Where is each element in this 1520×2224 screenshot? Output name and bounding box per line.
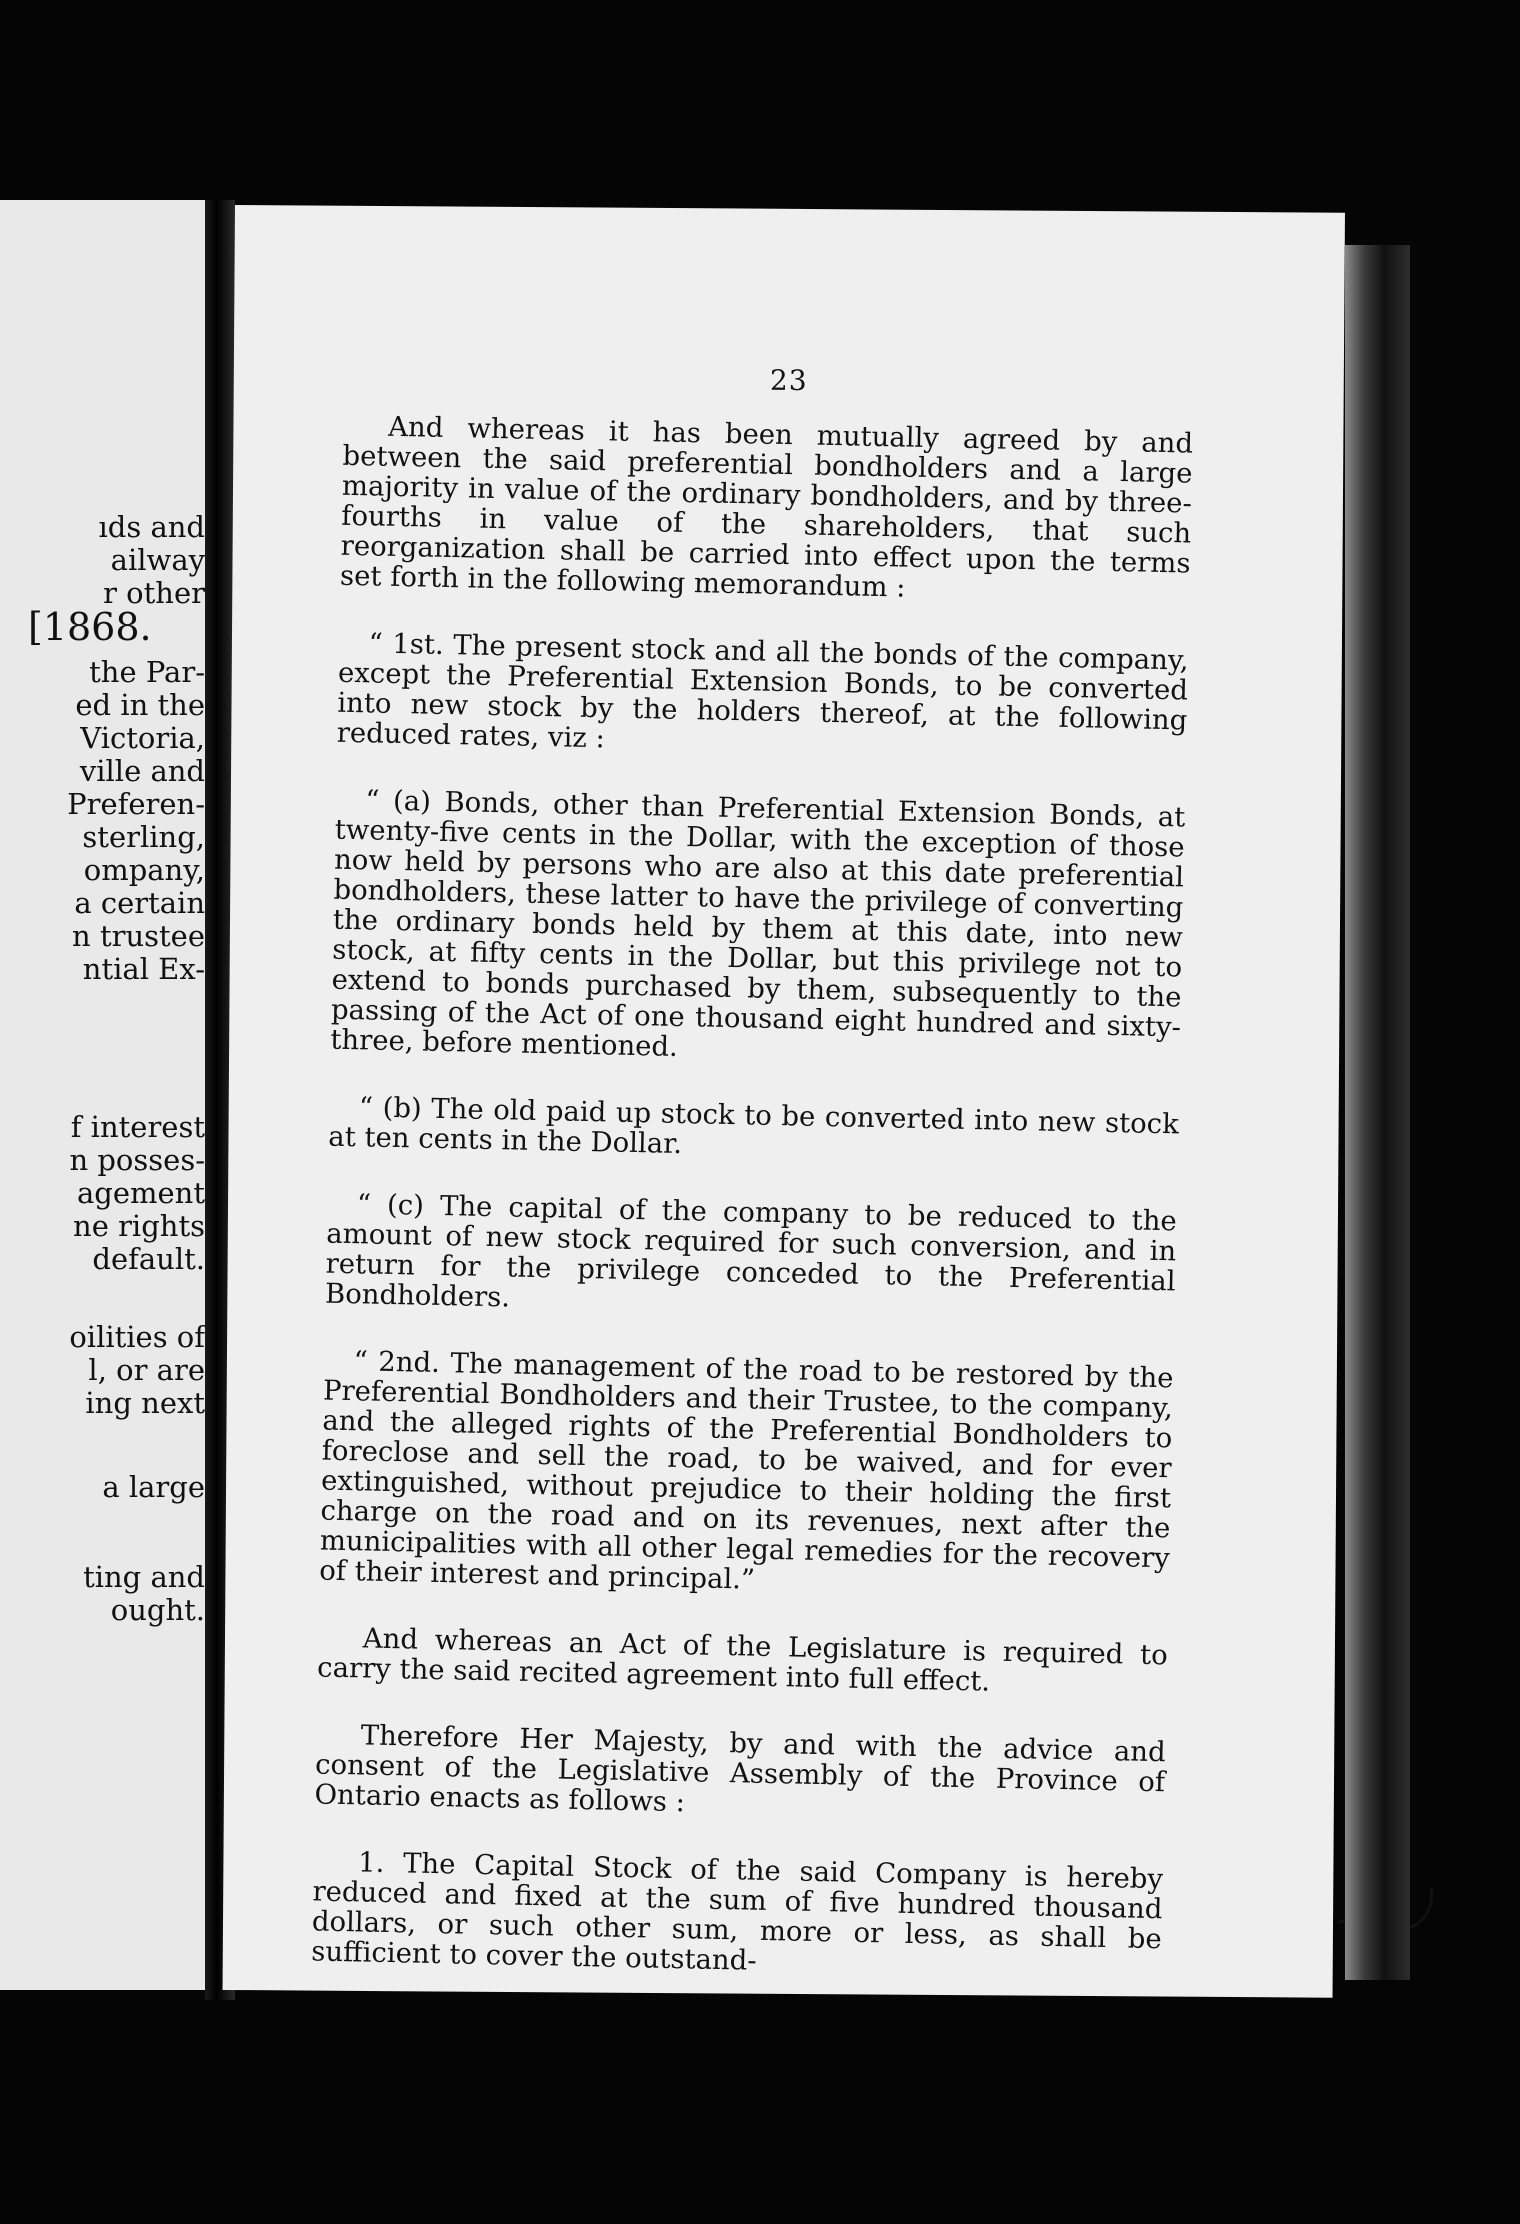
page-edges [1345,245,1410,1980]
paragraph-enacting-clause: Therefore Her Majesty, by and with the advice and consent of the Legislative Assembly of the Province of Ontario enacts as follows : [314,1719,1166,1819]
paragraph-second-article: “ 2nd. The management of the road to be restored by the Preferential Bondholders and their Trustee, to the company, and the alleged rights of the Preferential Bondholders to foreclose and sell the road, to be waived, and for ever extinguished, without prejudice to their holding the first charge on the road and on its revenues, next after the municipalities with all other legal remedies for the recovery of their interest and principal.” [318,1345,1174,1596]
left-page-line: ıds and [98,510,205,544]
page-23 [223,205,1345,1998]
previous-page-fragment [0,200,205,1990]
left-page-line: the Par- [89,655,205,689]
page-number: 23 [769,363,808,398]
left-page-line: ville and [79,754,205,788]
left-page-line: n posses- [69,1143,205,1177]
paragraph-first-article: “ 1st. The present stock and all the bonds of the company, except the Preferential Extension Bonds, to be converted into new stock by the holders thereof, at the following reduced rates, viz : [336,627,1189,755]
left-page-line: oilities of [69,1320,205,1354]
left-page-line: a certain [74,886,205,920]
left-page-text-fragments [0,200,205,1990]
left-page-line: r other [103,576,205,610]
paragraph-section-1: 1. The Capital Stock of the said Company is hereby reduced and fixed at the sum of five hundred thousand dollars, or such other sum, more or less, as shall be sufficient to cover the outstand- [310,1846,1164,1977]
paragraph-clause-c: “ (c) The capital of the company to be reduced to the amount of new stock required for such conversion, and in return for the privilege conceded to the Preferential Bondholders. [324,1188,1178,1314]
paragraph-whereas-agreement: And whereas it has been mutually agreed by and between the said preferential bondholders and a large majority in value of the ordinary bondholders, and by three-fourths in value of the shareholders, that such reorganization shall be carried into effect upon the terms set forth in the following memorandum : [339,410,1194,604]
left-page-line: ompany, [83,853,205,887]
left-page-line: ne rights [73,1209,205,1243]
left-page-line: ailway [110,543,205,577]
left-page-line: Victoria, [80,721,205,755]
left-page-line: ntial Ex- [82,952,205,986]
left-page-line: default. [92,1242,205,1276]
left-page-line: Preferen- [67,787,205,821]
left-page-line: l, or are [88,1353,205,1387]
left-page-line: sterling, [82,820,205,854]
paragraph-clause-b: “ (b) The old paid up stock to be converted into new stock at ten cents in the Dollar. [328,1091,1180,1161]
left-page-line: ought. [110,1593,205,1627]
left-page-year: [1868. [28,605,152,649]
paragraph-whereas-act: And whereas an Act of the Legislature is required to carry the said recited agreement into full effect. [316,1622,1169,1698]
left-page-line: ed in the [75,688,205,722]
left-page-line: f interest [70,1110,205,1144]
left-page-line: a large [102,1470,205,1504]
left-page-line: ting and [83,1560,205,1594]
left-page-line: ing next [85,1386,205,1420]
left-page-line: agement [76,1176,205,1210]
paragraph-clause-a: “ (a) Bonds, other than Preferential Extension Bonds, at twenty-five cents in the Dollar, with the exception of those now held by persons who are also at this date preferential bondholders, these latter to have the privilege of converting the ordinary bonds held by them at this date, into new stock, at fifty cents in the Dollar, but this privilege not to extend to bonds purchased by them, subsequently to the passing of the Act of one thousand eight hundred and sixty-three, before mentioned. [330,784,1186,1063]
page-body [310,411,1193,2021]
left-page-line: n trustee [72,919,205,953]
